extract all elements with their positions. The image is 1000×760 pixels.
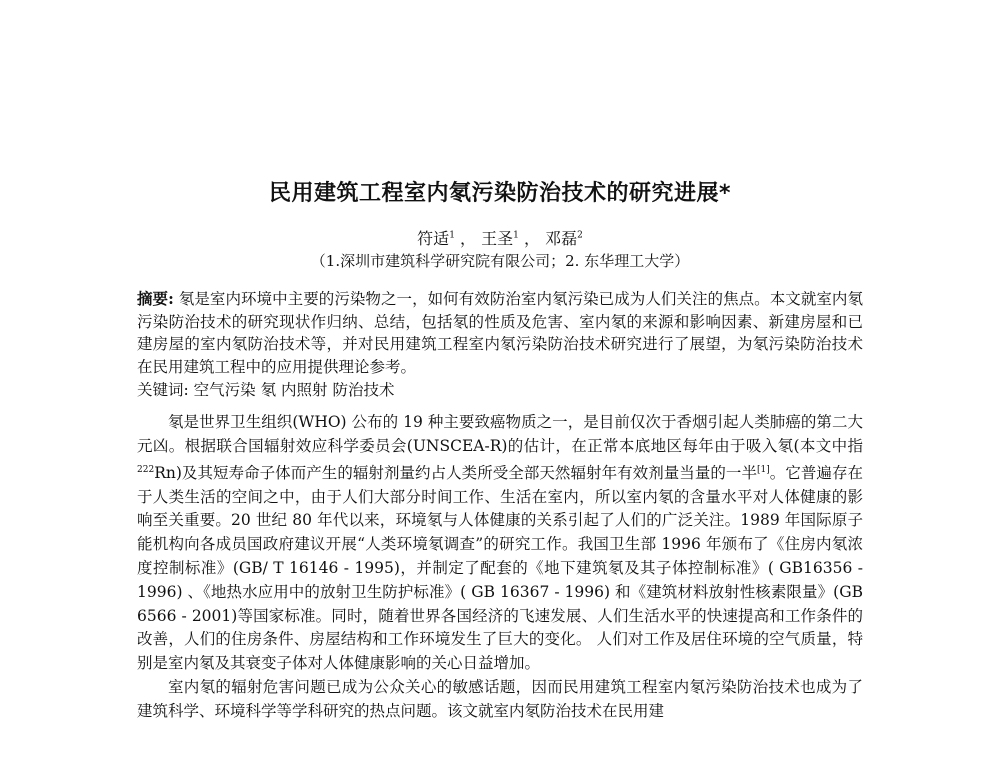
paper-title: 民用建筑工程室内氡污染防治技术的研究进展*	[268, 181, 731, 206]
author-list: 符适$^1$ ， 王圣$^1$ ， 邓磊$^2$	[417, 229, 583, 248]
author-name: 王圣	[481, 229, 514, 248]
mass-number: 222	[137, 464, 155, 475]
body-text-run: 。它普遍存在于人类生活的空间之中，由于人们大部分时间工作、生活在室内，所以室内氡的含量水平对人体健康的影响至关重要。20 世纪 80 年代以来，环境氡与人体健康的关系引起了人们的广泛关注。1989 年国际原子能机构向各成员国政府建议开展“人类环境氡调查”的研究工作。我国卫生部 1996 年颁布了《住房内氡浓度控制标准》(GB/ T 16146 - 1995)，并制定了配套的《地下建筑氡及其子体控制标准》( GB16356 - 1996) 、《地热水应用中的放射卫生防护标准》( GB 16367 - 1996) 和《建筑材料放射性核素限量》(GB 6566 - 2001)等国家标准。同时，随着世界各国经济的飞速发展、人们生活水平的快速提高和工作条件的改善，人们的住房条件、房屋结构和工作环境发生了巨大的变化。 人们对工作及居住环境的空气质量，特别是室内氡及其衰变子体对人体健康影响的关心日益增加。	[137, 463, 863, 673]
abstract	[137, 288, 863, 378]
author-name: 邓磊	[545, 229, 578, 248]
author-affil-mark: 1	[449, 230, 455, 241]
body-text-run: 氡是世界卫生组织(WHO) 公布的 19 种主要致癌物质之一，是目前仅次于香烟引起人类肺癌的第二大元凶。根据联合国辐射效应科学委员会(UNSCEA-R)的估计，在正常本底地区每年由于吸入氡(本文中指	[137, 413, 863, 455]
author-affil-mark: 1	[513, 230, 519, 241]
keywords-text: 空气污染 氡 内照射 防治技术	[193, 381, 395, 399]
keywords	[137, 379, 863, 401]
body-paragraph-2: 室内氡的辐射危害问题已成为公众关心的敏感话题，因而民用建筑工程室内氡污染防治技术也成为了建筑科学、环境科学等学科研究的热点问题。该文就室内氡防治技术在民用建	[137, 677, 863, 720]
citation-ref: [1]	[756, 464, 770, 475]
keywords-label: 关键词:	[137, 381, 189, 399]
affiliations: （1.深圳市建筑科学研究院有限公司；2. 东华理工大学）	[310, 252, 690, 270]
abstract-text: 氡是室内环境中主要的污染物之一，如何有效防治室内氡污染已成为人们关注的焦点。本文就室内氡污染防治技术的研究现状作归纳、总结，包括氡的性质及危害、室内氡的来源和影响因素、新建房屋和已建房屋的室内氡防治技术等，并对民用建筑工程室内氡污染防治技术研究进行了展望，为氡污染防治技术在民用建筑工程中的应用提供理论参考。	[137, 290, 863, 376]
body-text-run: Rn)及其短寿命子体而产生的辐射剂量约占人类所受全部天然辐射年有效剂量当量的一半	[154, 463, 757, 482]
abstract-label: 摘要:	[137, 289, 174, 308]
author-affil-mark: 2	[577, 230, 583, 241]
author-name: 符适	[417, 229, 450, 248]
body-paragraph-1	[137, 411, 863, 676]
body-text	[137, 411, 863, 724]
